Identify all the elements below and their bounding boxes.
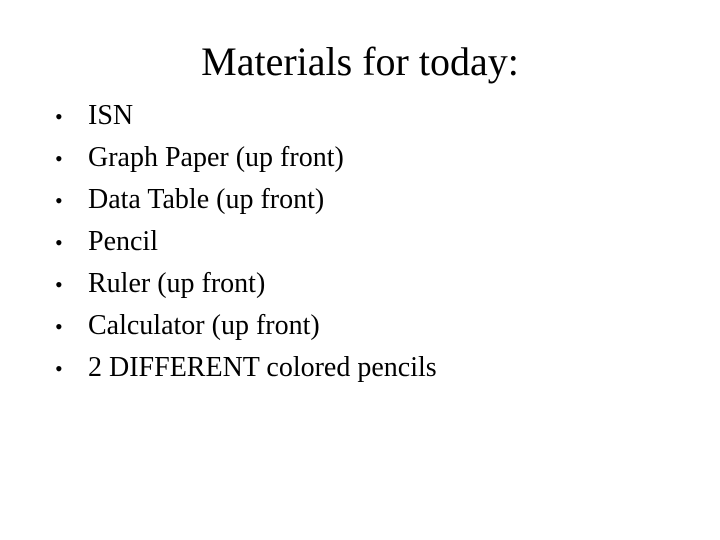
bullet-icon: • [55,146,63,171]
bullet-icon: • [55,230,63,255]
bullet-icon: • [55,272,63,297]
bullet-icon: • [55,104,63,129]
list-item [52,305,437,347]
list-item-text: Graph Paper (up front) [88,142,344,173]
list-item-text: Data Table (up front) [88,184,325,215]
bullet-icon: • [55,314,63,339]
list-item-text: ISN [88,100,134,131]
slide-title [0,38,720,86]
bullet-icon: • [55,356,63,381]
slide-title-text: Materials for today: [201,39,519,84]
list-item-text: Calculator (up front) [88,310,320,341]
list-item [52,221,437,263]
list-item [52,137,437,179]
list-item [52,347,437,389]
list-item-text: 2 DIFFERENT colored pencils [88,352,437,383]
list-item-text: Ruler (up front) [88,268,266,299]
list-item [52,95,437,137]
list-item [52,263,437,305]
list-item-text: Pencil [88,226,158,257]
list-item [52,179,437,221]
bullet-list [52,95,437,389]
bullet-icon: • [55,188,63,213]
